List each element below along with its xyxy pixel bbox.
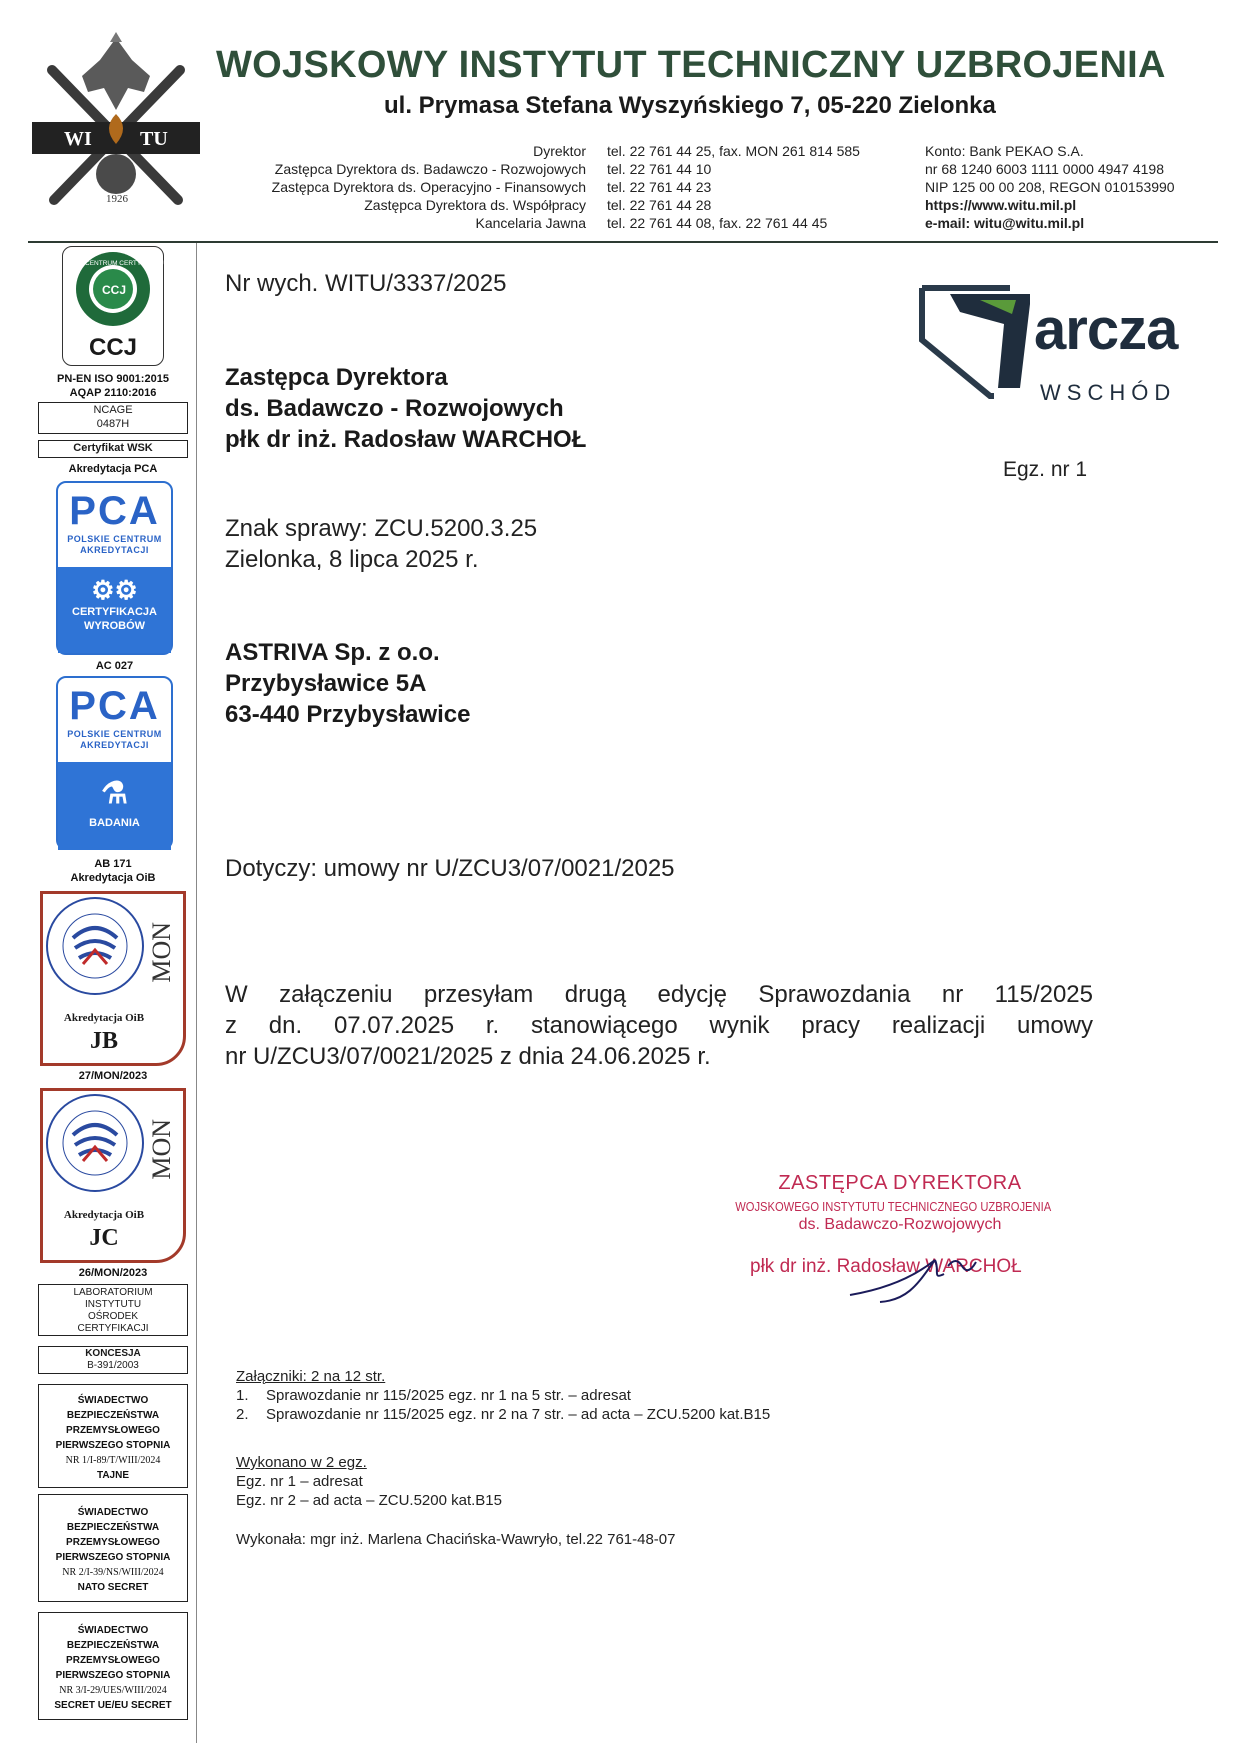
attachment-item — [236, 1405, 770, 1424]
cert-line: ŚWIADECTWO — [77, 1395, 149, 1406]
cert-line: PRZEMYSŁOWEGO — [66, 1655, 160, 1666]
gears-icon: ⚙⚙ — [91, 575, 138, 605]
addressee-line: Zastępca Dyrektora — [225, 364, 448, 391]
flask-icon: ⚗ — [101, 777, 128, 810]
contact-role: Zastępca Dyrektora ds. Współpracy — [364, 197, 586, 213]
oib-code: JC — [89, 1225, 119, 1251]
email-link[interactable]: e-mail: witu@witu.mil.pl — [925, 215, 1085, 231]
stamp-signatory: płk dr inż. Radosław WARCHOŁ — [750, 1256, 1022, 1277]
contact-role: Dyrektor — [533, 143, 586, 159]
oib-accr-text: Akredytacja OiB — [63, 1012, 145, 1024]
tarcza-wschod-logo — [920, 284, 1210, 414]
license-number: B-391/2003 — [87, 1360, 139, 1371]
cert-level: NATO SECRET — [77, 1582, 149, 1593]
pca-accreditation-label: Akredytacja PCA — [68, 463, 158, 475]
pca-testing-type: BADANIA — [89, 817, 140, 829]
bank-account: nr 68 1240 6003 1111 0000 4947 4198 — [925, 161, 1164, 177]
ccj-badge — [62, 246, 196, 366]
attachment-text: Sprawozdanie nr 115/2025 egz. nr 2 na 7 str. – ad acta – ZCU.5200 kat.B15 — [266, 1406, 771, 1423]
pca-sub-2: AKREDYTACJI — [80, 740, 149, 750]
ccj-label: CCJ — [88, 334, 137, 361]
oib-accr-text: Akredytacja OiB — [63, 1209, 145, 1221]
stamp-title: ZASTĘPCA DYREKTORA — [778, 1172, 1022, 1194]
subject-line: Dotyczy: umowy nr U/ZCU3/07/0021/2025 — [225, 855, 675, 882]
oib-badge-jc — [40, 1088, 186, 1263]
recipient-line: ASTRIVA Sp. z o.o. — [225, 639, 440, 666]
addressee-line: ds. Badawczo - Rozwojowych — [225, 395, 564, 422]
cert-line: PIERWSZEGO STOPNIA — [55, 1552, 171, 1563]
security-certificate-nato — [38, 1494, 188, 1602]
lab-line: INSTYTUTU — [84, 1299, 142, 1310]
copy-line: Egz. nr 2 – ad acta – ZCU.5200 kat.B15 — [236, 1492, 502, 1509]
attachment-text: Sprawozdanie nr 115/2025 egz. nr 1 na 5 str. – adresat — [266, 1387, 631, 1404]
attachment-number: 1. — [236, 1387, 249, 1404]
pca-code-2 — [38, 857, 188, 885]
contact-phone: tel. 22 761 44 28 — [607, 197, 712, 213]
ncage-label: NCAGE — [93, 404, 133, 416]
cert-line: ŚWIADECTWO — [77, 1507, 149, 1518]
case-block — [225, 513, 537, 575]
cert-registry: NR 2/I-39/NS/WIII/2024 — [62, 1567, 164, 1578]
emblem-right-text: TU — [140, 128, 168, 150]
oib-code: JB — [89, 1028, 118, 1054]
lab-line: CERTYFIKACJI — [77, 1323, 149, 1334]
svg-text:CCJ: CCJ — [102, 283, 127, 297]
pca-testing-badge — [56, 676, 173, 850]
tarcza-logo-sub: WSCHÓD — [1040, 380, 1177, 405]
ncage-box — [38, 402, 188, 434]
tarcza-logo-word: arcza — [1034, 297, 1178, 362]
contact-phone: tel. 22 761 44 25, fax. MON 261 814 585 — [607, 143, 860, 159]
cert-line: PRZEMYSŁOWEGO — [66, 1425, 160, 1436]
security-certificate-tajne — [38, 1384, 188, 1488]
copy-number: Egz. nr 1 — [1003, 458, 1088, 481]
recipient-line: Przybysławice 5A — [225, 670, 427, 697]
bank-line: Konto: Bank PEKAO S.A. — [925, 143, 1084, 159]
pca-certification-badge — [56, 481, 173, 655]
oib-number-2: 26/MON/2023 — [78, 1267, 148, 1279]
license-box — [38, 1346, 188, 1374]
cert-line: PRZEMYSŁOWEGO — [66, 1537, 160, 1548]
stamp-department: ds. Badawczo-Rozwojowych — [798, 1216, 1002, 1233]
laboratory-box — [38, 1284, 188, 1336]
ncage-code: 0487H — [96, 418, 130, 430]
emblem-year: 1926 — [106, 193, 128, 205]
contact-phone: tel. 22 761 44 08, fax. 22 761 44 45 — [607, 215, 828, 231]
cert-line: ŚWIADECTWO — [77, 1625, 149, 1636]
case-reference: Znak sprawy: ZCU.5200.3.25 — [225, 515, 538, 542]
attachments-block — [236, 1367, 770, 1424]
pca-cert-type-2: WYROBÓW — [83, 620, 146, 632]
pca-sub-1: POLSKIE CENTRUM — [67, 729, 162, 739]
oib-number-1: 27/MON/2023 — [78, 1070, 148, 1082]
pca-code-2-value: AB 171 — [94, 858, 132, 870]
letter-body — [225, 979, 1093, 1072]
attachment-item — [236, 1386, 770, 1405]
security-certificate-eu — [38, 1612, 188, 1720]
pca-sub-2: AKREDYTACJI — [80, 545, 149, 555]
recipient-block — [225, 637, 471, 730]
oib-mon-label: MON — [147, 922, 176, 983]
cert-line: BEZPIECZEŃSTWA — [66, 1522, 160, 1533]
oib-mon-label: MON — [147, 1119, 176, 1180]
cert-line: BEZPIECZEŃSTWA — [66, 1640, 160, 1651]
contact-phone: tel. 22 761 44 23 — [607, 179, 712, 195]
copies-block — [236, 1453, 502, 1510]
institute-address: ul. Prymasa Stefana Wyszyńskiego 7, 05-220 Zielonka — [384, 92, 996, 119]
pca-logo-text: PCA — [69, 684, 160, 728]
contact-role: Zastępca Dyrektora ds. Operacyjno - Finansowych — [271, 179, 586, 195]
addressee-block — [225, 362, 586, 455]
stamp-institute: WOJSKOWEGO INSTYTUTU TECHNICZNEGO UZBROJENIA — [735, 1199, 1052, 1214]
cert-line: PIERWSZEGO STOPNIA — [55, 1670, 171, 1681]
lab-line: OŚRODEK — [87, 1311, 138, 1322]
wsk-box: Certyfikat WSK — [38, 440, 188, 458]
institute-emblem — [28, 30, 204, 216]
cert-line: BEZPIECZEŃSTWA — [66, 1410, 160, 1421]
pca-cert-type-1: CERTYFIKACJA — [72, 606, 157, 618]
emblem-left-text: WI — [64, 128, 92, 150]
contact-phones — [607, 142, 860, 232]
contact-phone: tel. 22 761 44 10 — [607, 161, 712, 177]
pca-sub-1: POLSKIE CENTRUM — [67, 534, 162, 544]
body-line: W załączeniu przesyłam drugą edycję Sprawozdania nr 115/2025 — [225, 981, 1093, 1008]
cert-level: TAJNE — [96, 1470, 130, 1481]
contact-role: Kancelaria Jawna — [475, 215, 586, 231]
lab-line: LABORATORIUM — [73, 1287, 153, 1298]
oib-accreditation-label: Akredytacja OiB — [70, 872, 156, 884]
pca-logo-text: PCA — [69, 489, 160, 533]
cert-registry: NR 3/I-29/UES/WIII/2024 — [59, 1685, 167, 1696]
contact-role: Zastępca Dyrektora ds. Badawczo - Rozwojowych — [274, 161, 586, 177]
license-label: KONCESJA — [85, 1348, 141, 1359]
oib-badge-jb — [40, 891, 186, 1066]
body-line: z dn. 07.07.2025 r. stanowiącego wynik pracy realizacji umowy — [225, 1012, 1093, 1039]
body-line: nr U/ZCU3/07/0021/2025 z dnia 24.06.2025 r. — [225, 1043, 711, 1070]
tax-ids: NIP 125 00 00 208, REGON 010153990 — [925, 179, 1175, 195]
iso-standards — [40, 372, 186, 400]
cert-registry: NR 1/I-89/T/WIII/2024 — [65, 1455, 161, 1466]
attachments-heading: Załączniki: 2 na 12 str. — [236, 1368, 386, 1385]
sidebar-divider — [196, 243, 197, 1743]
copy-line: Egz. nr 1 – adresat — [236, 1473, 363, 1490]
outgoing-reference-number: Nr wych. WITU/3337/2025 — [225, 270, 507, 297]
handwritten-signature — [840, 1240, 990, 1310]
website-link[interactable]: https://www.witu.mil.pl — [925, 197, 1077, 213]
place-and-date: Zielonka, 8 lipca 2025 r. — [225, 546, 479, 573]
aqap-line: AQAP 2110:2016 — [69, 387, 157, 399]
copies-heading: Wykonano w 2 egz. — [236, 1454, 367, 1471]
ccj-ring-text: CENTRUM CERTYFIKACJI JAKOŚCI — [85, 260, 196, 267]
pca-code-1: AC 027 — [95, 660, 134, 672]
cert-level: SECRET UE/EU SECRET — [54, 1700, 172, 1711]
attachment-number: 2. — [236, 1406, 249, 1423]
contact-roles — [272, 142, 586, 232]
cert-line: PIERWSZEGO STOPNIA — [55, 1440, 171, 1451]
prepared-by: Wykonała: mgr inż. Marlena Chacińska-Wawryło, tel.22 761-48-07 — [236, 1531, 676, 1548]
header-divider — [28, 241, 1218, 243]
addressee-line: płk dr inż. Radosław WARCHOŁ — [225, 426, 587, 453]
institute-name: WOJSKOWY INSTYTUT TECHNICZNY UZBROJENIA — [216, 44, 1166, 86]
iso-line: PN-EN ISO 9001:2015 — [57, 373, 169, 385]
bank-details — [925, 142, 1175, 232]
recipient-line: 63-440 Przybysławice — [225, 701, 471, 728]
